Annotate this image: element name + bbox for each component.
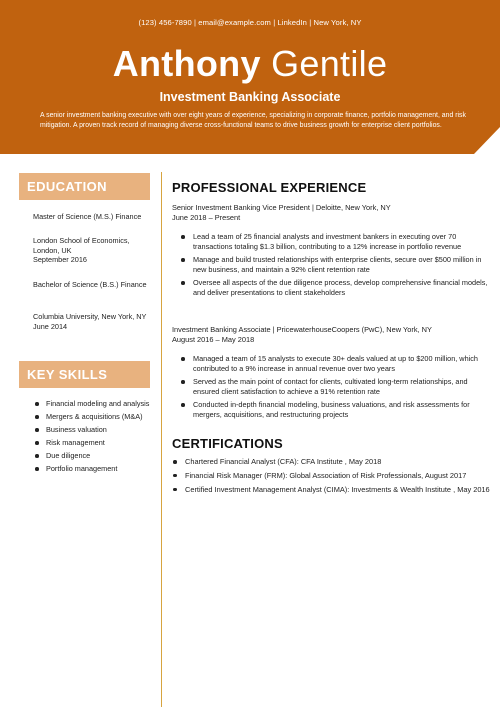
certification-item: Certified Investment Management Analyst (CIMA): Investments & Wealth Institute , May 2016 (172, 485, 490, 495)
certification-item: Chartered Financial Analyst (CFA): CFA Institute , May 2018 (172, 457, 490, 467)
skill-item: Financial modeling and analysis (33, 399, 157, 408)
job-header (172, 325, 432, 344)
skill-item: Business valuation (33, 425, 157, 434)
job-bullets (180, 232, 490, 301)
skill-item: Due diligence (33, 451, 157, 460)
certifications-heading: CERTIFICATIONS (172, 436, 283, 451)
education-date: September 2016 (33, 255, 87, 265)
job-dates: June 2018 – Present (172, 212, 241, 222)
candidate-name (0, 42, 500, 86)
education-school: London School of Economics, London, UK (33, 236, 130, 255)
job-bullets (180, 354, 490, 423)
skills-heading: KEY SKILLS (19, 361, 150, 388)
education-entry (33, 236, 155, 265)
job-bullet: Manage and build trusted relationships with enterprise clients, secure over $500 million in new business, and maintain a 92% client retention rate (180, 255, 490, 274)
summary: A senior investment banking executive with over eight years of experience, specializing in corporate finance, portfolio management, and risk mitigation. A proven track record of managing diverse cross-functional teams to drive business growth for enterprise client portfolios. (40, 112, 466, 129)
education-entry (33, 312, 155, 331)
skill-item: Mergers & acquisitions (M&A) (33, 412, 157, 421)
contact-line: (123) 456-7890 | email@example.com | LinkedIn | New York, NY (138, 18, 362, 27)
skill-item: Portfolio management (33, 464, 157, 473)
job-bullet: Managed a team of 15 analysts to execute 30+ deals valued at up to $200 million, which contributed to a 9% increase in annual revenue over two years (180, 354, 490, 373)
experience-heading: PROFESSIONAL EXPERIENCE (172, 180, 367, 195)
job-dates: August 2016 – May 2018 (172, 334, 255, 344)
education-date: June 2014 (33, 321, 68, 331)
education-degree: Master of Science (M.S.) Finance (33, 212, 142, 221)
skill-item: Risk management (33, 438, 157, 447)
education-heading: EDUCATION (19, 173, 150, 200)
education-school: Columbia University, New York, NY (33, 312, 147, 321)
column-divider (161, 172, 162, 707)
job-header (172, 203, 391, 222)
job-title-line: Investment Banking Associate | PricewaterhouseCoopers (PwC), New York, NY (172, 325, 432, 334)
education-degree: Bachelor of Science (B.S.) Finance (33, 280, 147, 289)
education-entry (33, 280, 155, 290)
job-bullet: Oversee all aspects of the due diligence process, develop comprehensive financial models, and deliver presentations to client stakeholders (180, 278, 490, 297)
job-bullet: Served as the main point of contact for clients, cultivated long-term relationships, and ensured client satisfaction to achieve a 91% retention rate (180, 377, 490, 396)
education-entry (33, 212, 155, 222)
last-name: Gentile (271, 43, 388, 84)
job-title: Investment Banking Associate (159, 90, 341, 104)
skills-list (33, 399, 157, 477)
certification-item: Financial Risk Manager (FRM): Global Association of Risk Professionals, August 2017 (172, 471, 490, 481)
job-bullet: Conducted in-depth financial modeling, business valuations, and risk assessments for mergers, acquisitions, and restructuring projects (180, 400, 490, 419)
first-name: Anthony (112, 43, 261, 84)
job-title-line: Senior Investment Banking Vice President | Deloitte, New York, NY (172, 203, 391, 212)
certifications-list (172, 457, 490, 499)
job-bullet: Lead a team of 25 financial analysts and investment bankers in executing over 70 transactions totaling $1.3 billion, contributing to a 12% increase in portfolio revenue (180, 232, 490, 251)
